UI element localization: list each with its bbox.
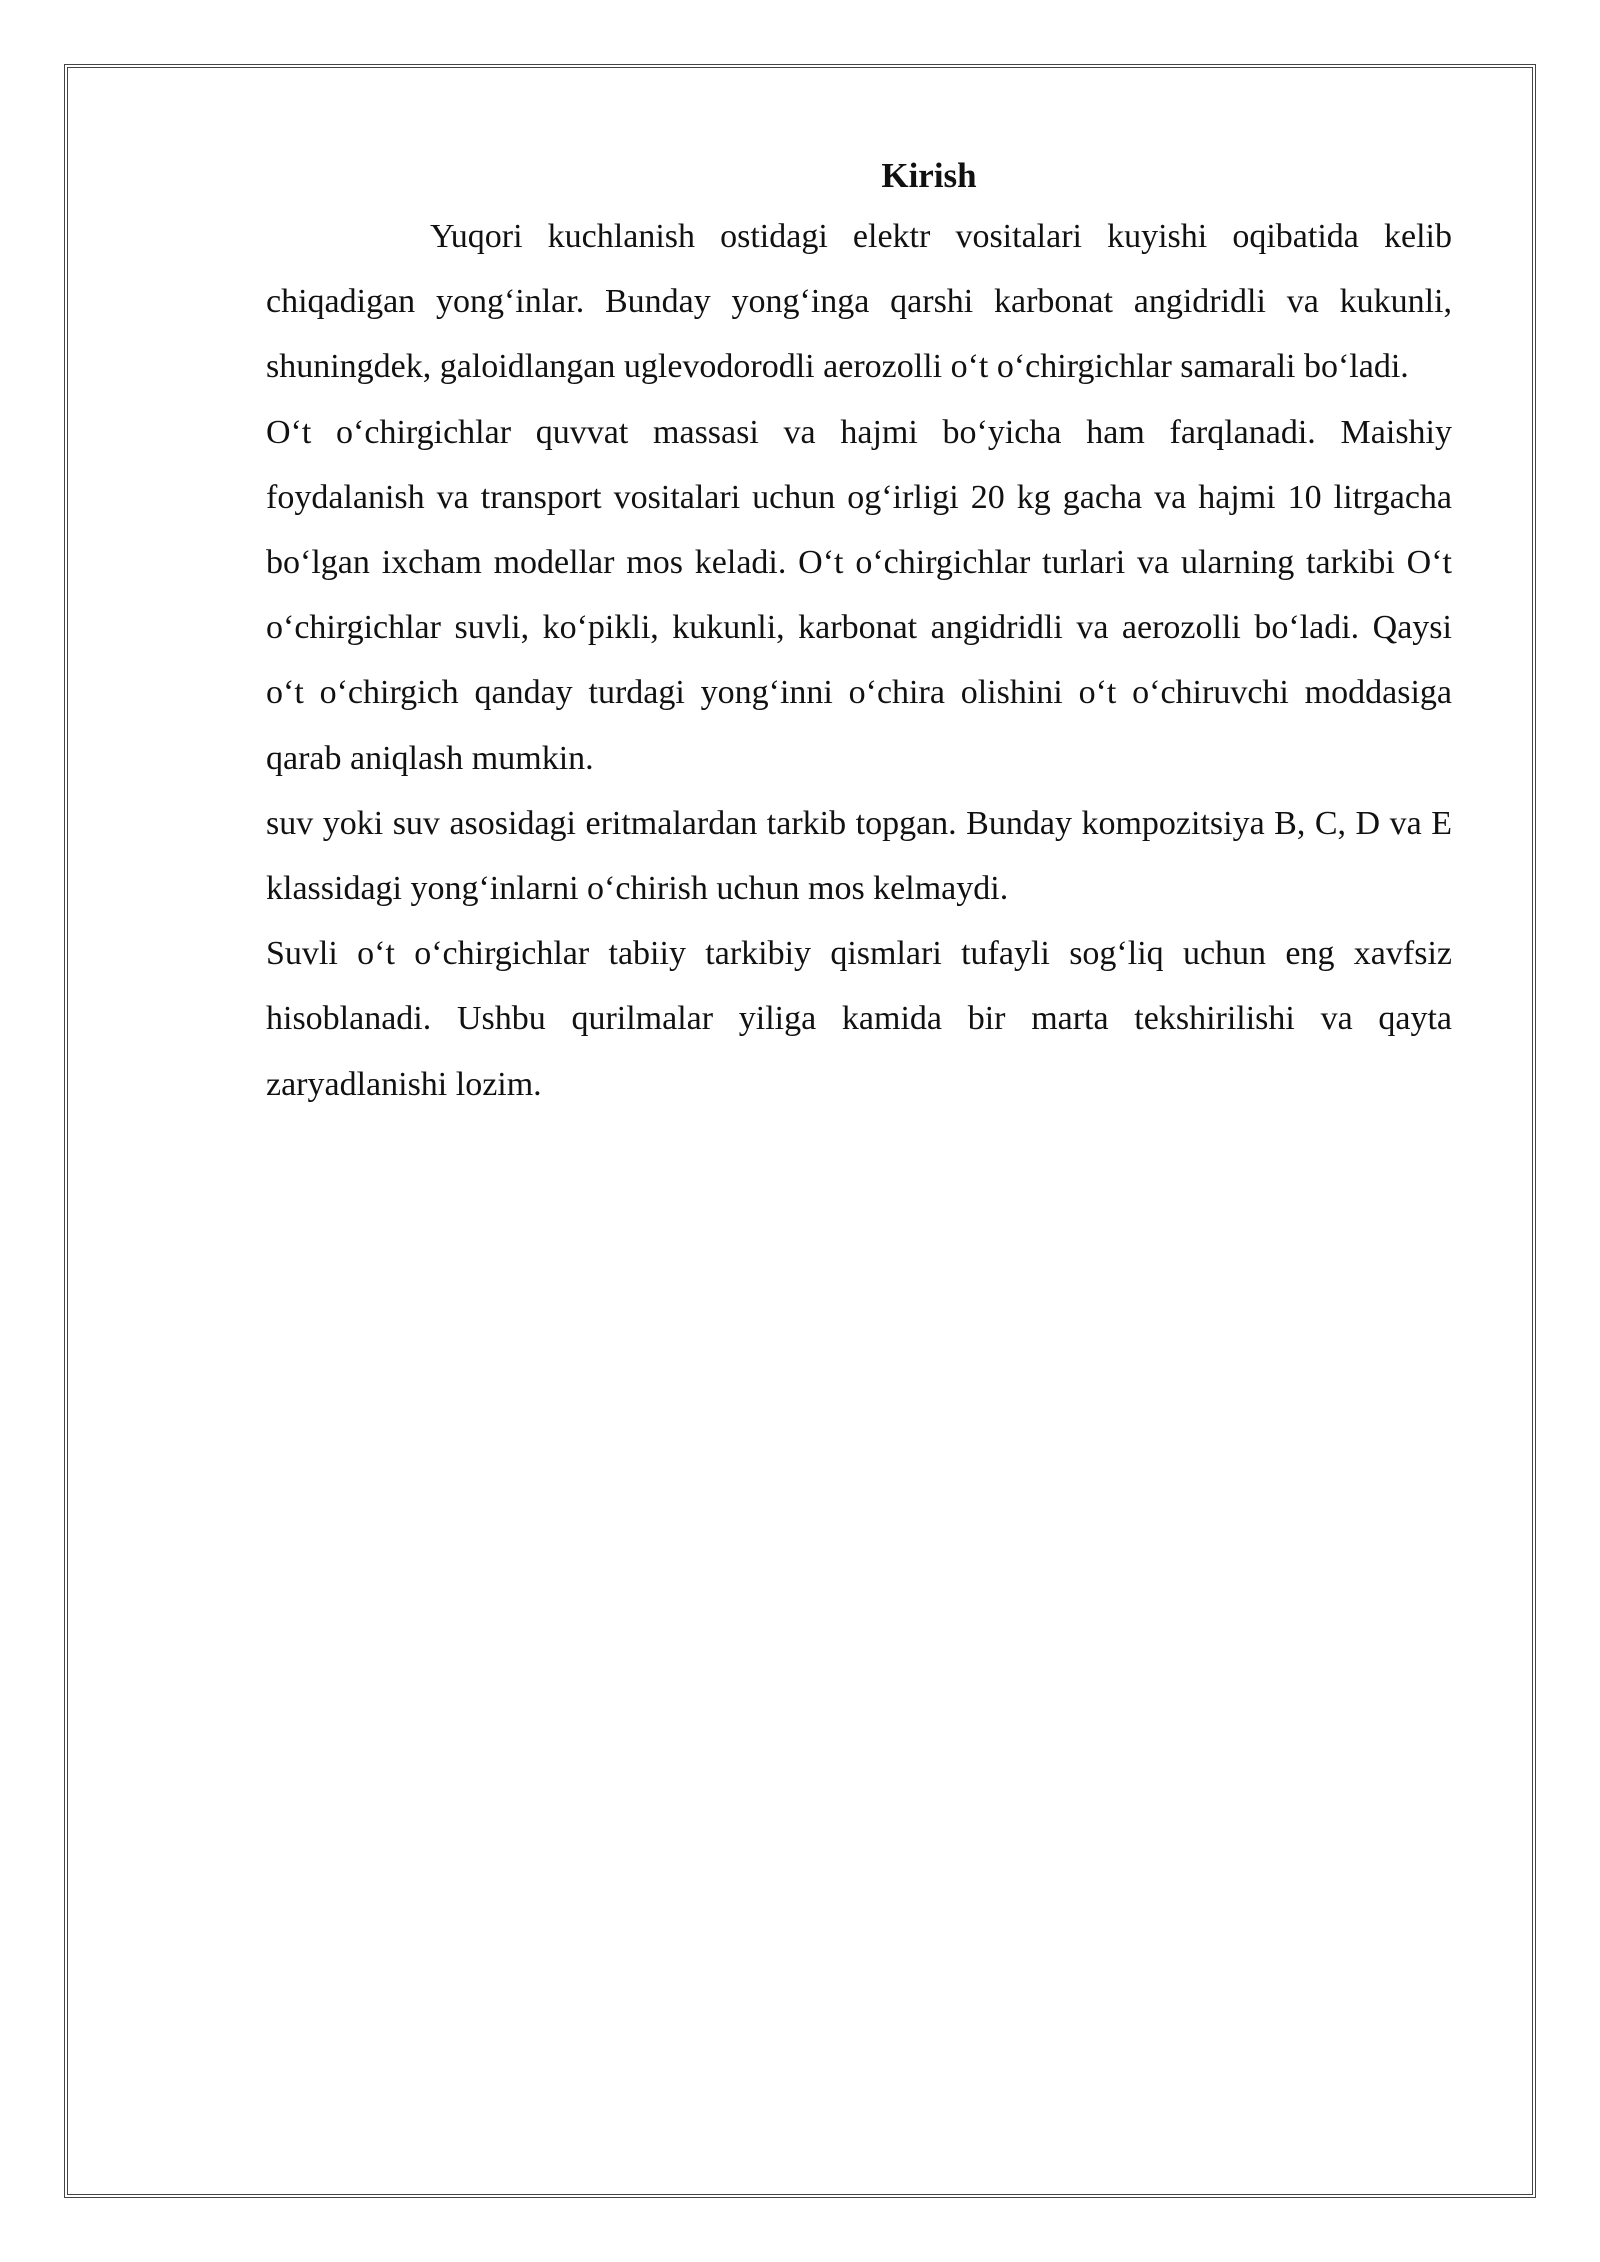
paragraph-4: Suvli o‘t o‘chirgichlar tabiiy tarkibiy qismlari tufayli sog‘liq uchun eng xavfsiz hisoblanadi. Ushbu qurilmalar yiliga kamida bir marta tekshirilishi va qayta zaryadlanishi lozim. [266, 935, 1452, 1103]
paragraph-2: O‘t o‘chirgichlar quvvat massasi va hajmi bo‘yicha ham farqlanadi. Maishiy foydalanish va transport vositalari uchun og‘irligi 20 kg gacha va hajmi 10 litrgacha bo‘lgan ixcham modellar mos keladi. O‘t o‘chirgichlar turlari va ularning tarkibi O‘t o‘chirgichlar suvli, ko‘pikli, kukunli, karbonat angidridli va aerozolli bo‘ladi. Qaysi o‘t o‘chirgich qanday turdagi yong‘inni o‘chira olishini o‘t o‘chiruvchi moddasiga qarab aniqlash mumkin. [266, 413, 1452, 777]
document-body [266, 148, 1452, 1117]
paragraph-3: suv yoki suv asosidagi eritmalardan tarkib topgan. Bunday kompozitsiya B, C, D va E klassidagi yong‘inlarni o‘chirish uchun mos kelmaydi. [266, 804, 1452, 908]
paragraph-1: Yuqori kuchlanish ostidagi elektr vositalari kuyishi oqibatida kelib chiqadigan yong‘inlar. Bunday yong‘inga qarshi karbonat angidridli va kukunli, shuningdek, galoidlangan uglevodorodli aerozolli o‘t o‘chirgichlar samarali bo‘ladi. [266, 218, 1452, 386]
document-title: Kirish [881, 156, 977, 195]
